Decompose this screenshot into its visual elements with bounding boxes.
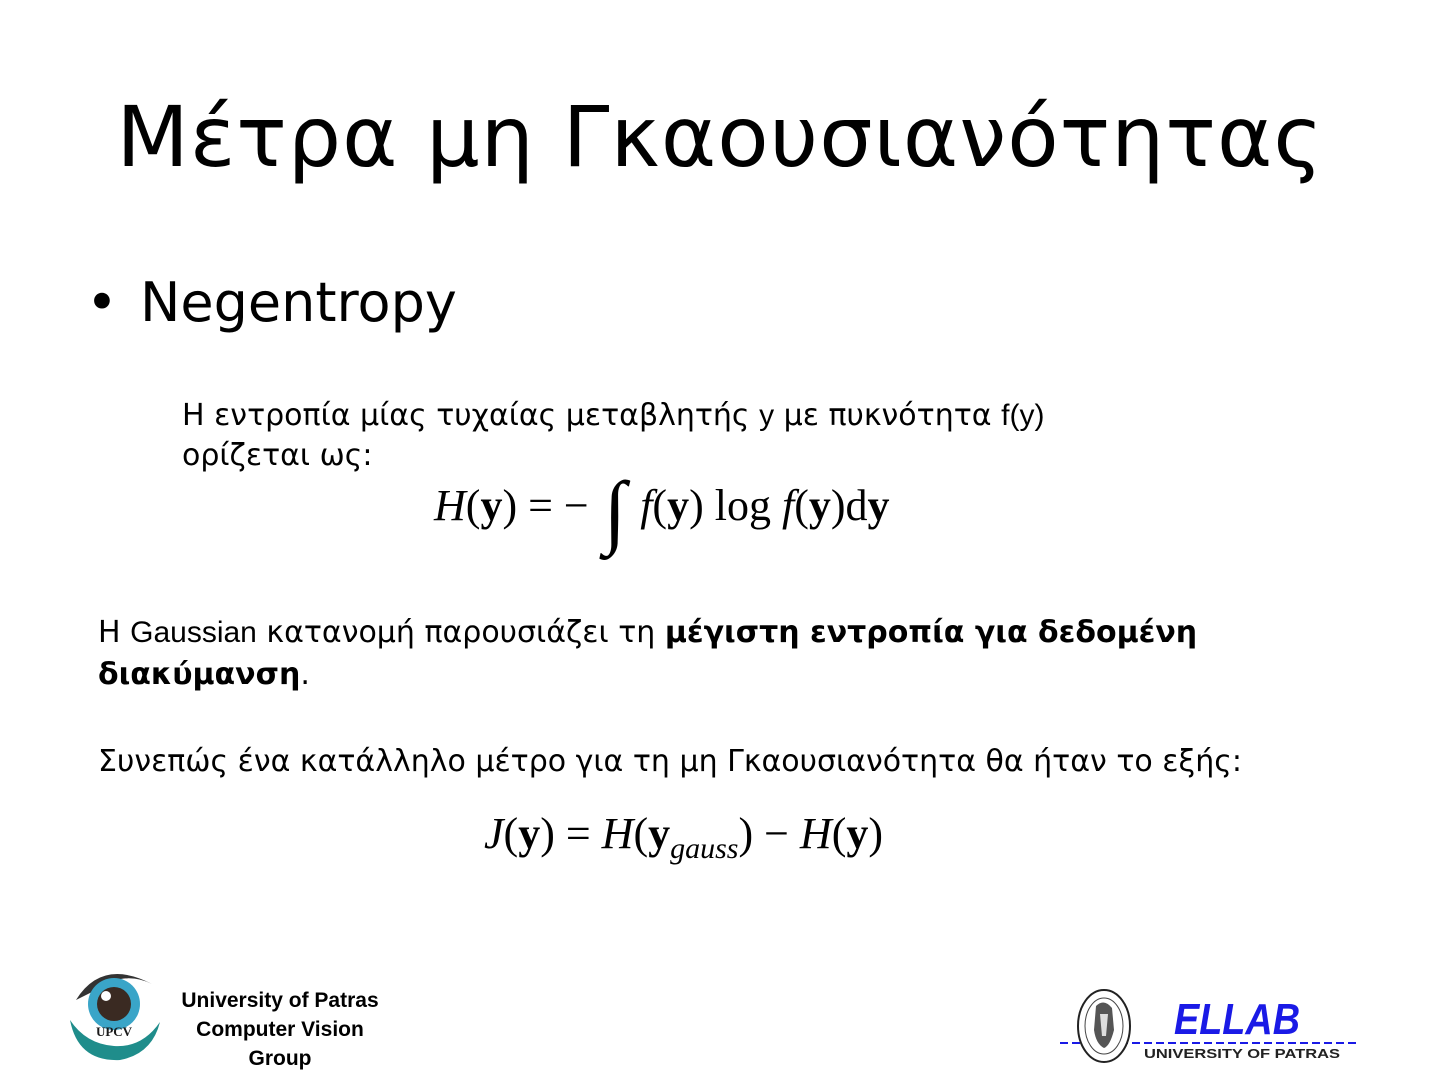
gaussian-max-entropy-text [98,612,1338,696]
bullet-text: Negentropy [140,271,457,334]
para2-end: . [300,657,310,692]
upcv-caption [160,986,400,1073]
para2-bold-text: μέγιστη εντροπία για δεδομένη διακύμανση [98,615,1198,692]
bullet-dot-icon: • [86,271,118,334]
para2-text-a: Η [98,615,131,650]
para1-line2: ορίζεται ως: [182,438,373,473]
negentropy-measure-text: Συνεπώς ένα κατάλληλο μέτρο για τη μη Γκαουσιανότητα θα ήταν το εξής: [98,744,1242,779]
negentropy-equation: $J(y) = H(y_{gauss}) - H(y)$ [484,809,884,865]
para1-var-y: y [759,399,775,432]
university-seal-icon [1078,990,1130,1062]
ellab-logo-icon [1060,984,1360,1064]
para1-func-f: f(y) [1001,399,1045,432]
para1-text-a: Η εντροπία μίας τυχαίας μεταβλητής [182,398,760,433]
entropy-equation: H(y) = − ∫ f(y) log f(y)dy [434,465,890,556]
upcv-caption-line2: Computer Vision [196,1018,364,1041]
slide-title: Μέτρα μη Γκαουσιανότητας [116,88,1324,186]
para2-gaussian-word: Gaussian [130,616,257,649]
ellab-text: ELLAB [1174,995,1300,1044]
para2-text-b: κατανομή παρουσιάζει τη [256,615,665,650]
entropy-definition-text [182,396,1182,476]
upcv-caption-line1: University of Patras [181,989,379,1012]
upcv-caption-line3: Group [248,1047,312,1070]
upcv-logo-text: UPCV [95,1024,133,1039]
ellab-subtext: UNIVERSITY OF PATRAS [1144,1046,1341,1061]
para1-text-b: με πυκνότητα [774,398,1002,433]
upcv-logo-icon [62,962,166,1066]
integral-sign-icon: ∫ [603,465,627,556]
bullet-item [86,270,457,336]
